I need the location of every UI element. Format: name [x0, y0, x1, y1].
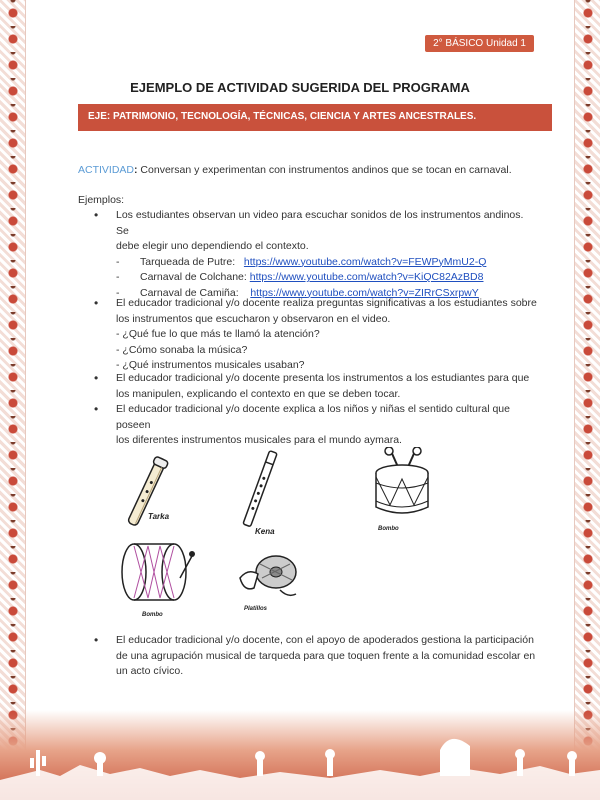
bullet-text: debe elegir uno dependiendo el contexto. [116, 240, 309, 252]
bullet-text: • El educador tradicional y/o docente presenta los instrumentos a los estudiantes para que [116, 372, 530, 384]
bullet-text: • El educador tradicional y/o docente explica a los niños y niñas el sentido cultural que poseen [116, 403, 510, 431]
bullet-text: un acto cívico. [116, 665, 184, 677]
video-link[interactable]: https://www.youtube.com/watch?v=FEWPyMmU2-Q [243, 255, 487, 268]
axis-banner: EJE: PATRIMONIO, TECNOLOGÍA, TÉCNICAS, CIENCIA Y ARTES ANCESTRALES. [78, 104, 552, 131]
bullet-video [78, 208, 538, 301]
page-title: EJEMPLO DE ACTIVIDAD SUGERIDA DEL PROGRAMA [130, 80, 470, 95]
video-item [78, 255, 538, 271]
platillos-caption: Platillos [244, 606, 268, 612]
bullet-text: los manipulen, explicando el contexto en que se deben tocar. [116, 387, 401, 400]
bullet-text: • El educador tradicional y/o docente realiza preguntas significativas a los estudiantes sobre [116, 297, 537, 309]
footer-landscape [0, 710, 600, 800]
video-name: Carnaval de Camiña: [140, 286, 239, 299]
video-name: Carnaval de Colchane: [140, 271, 247, 283]
bullet-performance [78, 633, 538, 680]
bullet-text: • El educador tradicional y/o docente, con el apoyo de apoderados gestiona la participación [116, 634, 534, 646]
bombo-illustration-1 [368, 447, 436, 523]
unit-badge: 2° BÁSICO Unidad 1 [425, 35, 534, 52]
bombo-caption-2: Bombo [142, 612, 163, 618]
platillos-illustration [236, 548, 302, 604]
bullet-cultural [78, 402, 538, 449]
kena-caption: Kena [255, 527, 275, 536]
video-name: Tarqueada de Putre: [140, 255, 236, 268]
examples-label: Ejemplos: [78, 194, 125, 206]
video-link[interactable]: https://www.youtube.com/watch?v=ZIRrCSxrpwY [250, 286, 479, 299]
question-item: - ¿Qué fue lo que más te llamó la atención? [116, 328, 320, 340]
right-decorative-border [574, 0, 600, 800]
bullet-questions [78, 296, 538, 374]
question-item: - ¿Qué instrumentos musicales usaban? [116, 359, 305, 371]
activity-line [78, 163, 538, 179]
left-decorative-border [0, 0, 26, 800]
bullet-text: • Los estudiantes observan un video para escuchar sonidos de los instrumentos andinos. Se [116, 209, 524, 237]
video-item [78, 270, 538, 286]
bullet-text: los instrumentos que escucharon y observaron en el video. [116, 312, 391, 325]
kena-illustration [236, 448, 286, 530]
question-item: - ¿Cómo sonaba la música? [116, 343, 248, 356]
bombo-illustration-2 [118, 538, 198, 610]
tarka-caption: Tarka [148, 512, 170, 521]
activity-text: Conversan y experimentan con instrumentos andinos que se tocan en carnaval. [137, 164, 512, 176]
video-link[interactable]: https://www.youtube.com/watch?v=KiQC82AzBD8 [249, 271, 484, 283]
bullet-text: los diferentes instrumentos musicales para el mundo aymara. [116, 434, 402, 446]
activity-label: ACTIVIDAD [78, 164, 135, 176]
bullet-text: de una agrupación musical de tarqueda para que toquen frente a la comunidad escolar en [116, 649, 536, 662]
bombo-caption-1: Bombo [378, 526, 399, 532]
bullet-present [78, 371, 538, 402]
activity-colon: : [134, 164, 138, 176]
